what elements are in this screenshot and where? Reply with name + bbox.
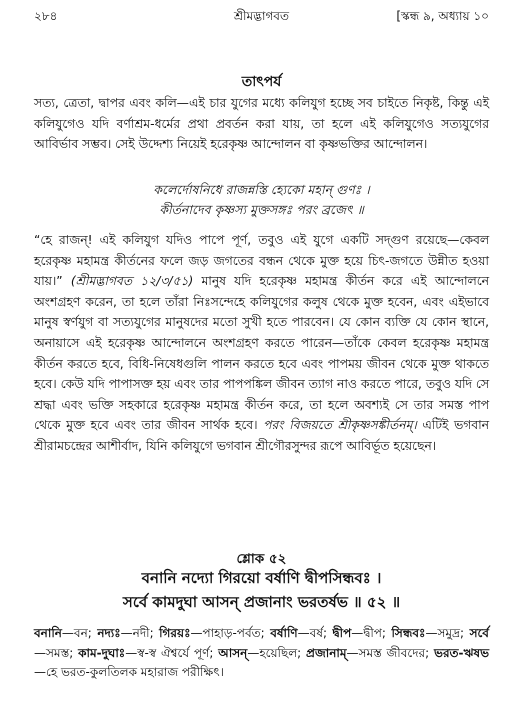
glossary-meaning: —স্ব-স্ব ঐশ্বর্যে পূর্ণ; (125, 645, 219, 660)
glossary-term: গিরয়ঃ (159, 626, 191, 640)
glossary-term: আসন্ (218, 645, 248, 660)
quote-line-1: কলের্দোষনিধে রাজন্নস্তি হ্যেকো মহান্ গুণঃ । (153, 182, 370, 197)
purport-paragraph-1: সত্য, ত্রেতা, দ্বাপর এবং কলি—এই চার যুগের মধ্যে কলিযুগ হচ্ছে সব চাইতে নিকৃষ্ট, কিন্তু এই কলিযুগেও যদি বর্ণাশ্রম-ধর্মের প্রথা প্রবর্তন করা যায়, তা হলে এই কলিযুগেও সত্যযুগের আবির্ভাব সম্ভব। সেই উদ্দেশ্য নিয়েই হরেকৃষ্ণ আন্দোলন বা কৃষ্ণভক্তির আন্দোলন। (34, 96, 489, 152)
verse-line-2: সর্বে কামদুঘা আসন্ প্রজানাং ভরতর্ষভ ॥ ৫২ ॥ (122, 593, 401, 611)
glossary-term: প্রজানাম্ (306, 645, 347, 660)
book-title: শ্রীমদ্ভাগবত (233, 9, 289, 23)
verse-heading: শ্লোক ৫২ (236, 551, 287, 567)
purport-paragraph-2-text-cont: মানুষ যদি হরেকৃষ্ণ মহামন্ত্র কীর্তন করে এই আন্দোলনে অংশগ্রহণ করেন, তা হলে তাঁরা নিঃসন্দেহে কলিযুগের কলুষ থেকে মুক্ত হবেন, এবং এইভাবে মানুষ স্বর্ণযুগ বা সত্যযুগের মানুষদের মতো সুখী হতে পারবেন। যে কোন ব্যক্তি যে কোন স্থানে, অনায়াসে এই হরেকৃষ্ণ আন্দোলনে অংশগ্রহণ করতে পারেন—তাঁকে কেবল হরেকৃষ্ণ মহামন্ত্র কীর্তন করতে হবে, বিধি-নিষেধগুলি পালন করতে হবে এবং পাপময় জীবন থেকে মুক্ত থাকতে হবে। কেউ যদি পাপাসক্ত হয় এবং তার পাপপঙ্কিল জীবন ত্যাগ নাও করতে পারে, তবুও যদি সে শ্রদ্ধা এবং ভক্তি সহকারে হরেকৃষ্ণ মহামন্ত্র কীর্তন করে, তা হলে অবশ্যই সে তার সমস্ত পাপ থেকে মুক্ত হবে এবং তার জীবন সার্থক হবে। (34, 274, 489, 433)
glossary-term: সর্বে (469, 626, 489, 640)
glossary-meaning: —দ্বীপ; (351, 626, 392, 640)
glossary-meaning: —বর্ষ; (297, 626, 333, 640)
glossary-meaning: —বন; (61, 626, 98, 640)
running-header (34, 8, 489, 26)
glossary-meaning: —নদী; (120, 626, 160, 640)
glossary-term: ভরত-ঋষভ (434, 645, 490, 660)
chapter-reference: [স্কন্ধ ৯, অধ্যায় ১০ (396, 9, 489, 23)
glossary-term: বনানি (34, 626, 62, 640)
glossary-term: সিন্ধবঃ (391, 626, 426, 640)
glossary-term: দ্বীপ (332, 626, 352, 640)
quote-line-2: কীর্তনাদেব কৃষ্ণস্য মুক্তসঙ্গঃ পরং ব্রজেৎ ॥ (159, 202, 364, 217)
glossary-meaning: —হে ভরত-কুলতিলক মহারাজ পরীক্ষিৎ। (34, 665, 224, 679)
sankirtana-quote: পরং বিজয়তে শ্রীকৃষ্ণসঙ্কীর্তনম্। (263, 418, 417, 433)
purport-paragraph-2 (34, 230, 489, 457)
word-glossary (34, 624, 489, 683)
glossary-term: কাম-দুঘাঃ (78, 645, 126, 660)
verse-line-1: বনানি নদ্যো গিরয়ো বর্ষাণি দ্বীপসিন্ধবঃ । (141, 569, 382, 587)
glossary-meaning: —পাহাড়-পর্বত; (190, 626, 271, 640)
page-number: ২৮৪ (34, 9, 58, 23)
glossary-meaning: —হয়েছিল; (247, 645, 307, 660)
purport-paragraph-2-text: “হে রাজন্! এই কলিযুগ যদিও পাপে পূর্ণ, তবুও এই যুগে একটি সদ্গুণ রয়েছে—কেবল হরেকৃষ্ণ মহামন্ত্র কীর্তনের ফলে জড় জগতের বন্ধন থেকে মুক্ত হয়ে চিৎ-জগতে উন্নীত হওয়া যায়।” (34, 233, 489, 289)
glossary-meaning: —সমুদ্র; (425, 626, 470, 640)
glossary-term: নদ্যঃ (97, 626, 121, 640)
purport-title: তাৎপর্য (241, 74, 282, 90)
purport-paragraph-2-text-end: এটিই ভগবান শ্রীরামচন্দ্রের আশীর্বাদ, যিনি কলিযুগে ভগবান শ্রীগৌরসুন্দর রূপে আবির্ভূত হয়েছেন। (34, 418, 490, 453)
scripture-reference: (শ্রীমদ্ভাগবত ১২/৩/৫১) (70, 274, 194, 289)
glossary-meaning: —সমস্ত জীবদের; (346, 645, 434, 660)
glossary-meaning: —সমস্ত; (34, 645, 79, 660)
glossary-term: বর্ষাণি (270, 626, 298, 640)
